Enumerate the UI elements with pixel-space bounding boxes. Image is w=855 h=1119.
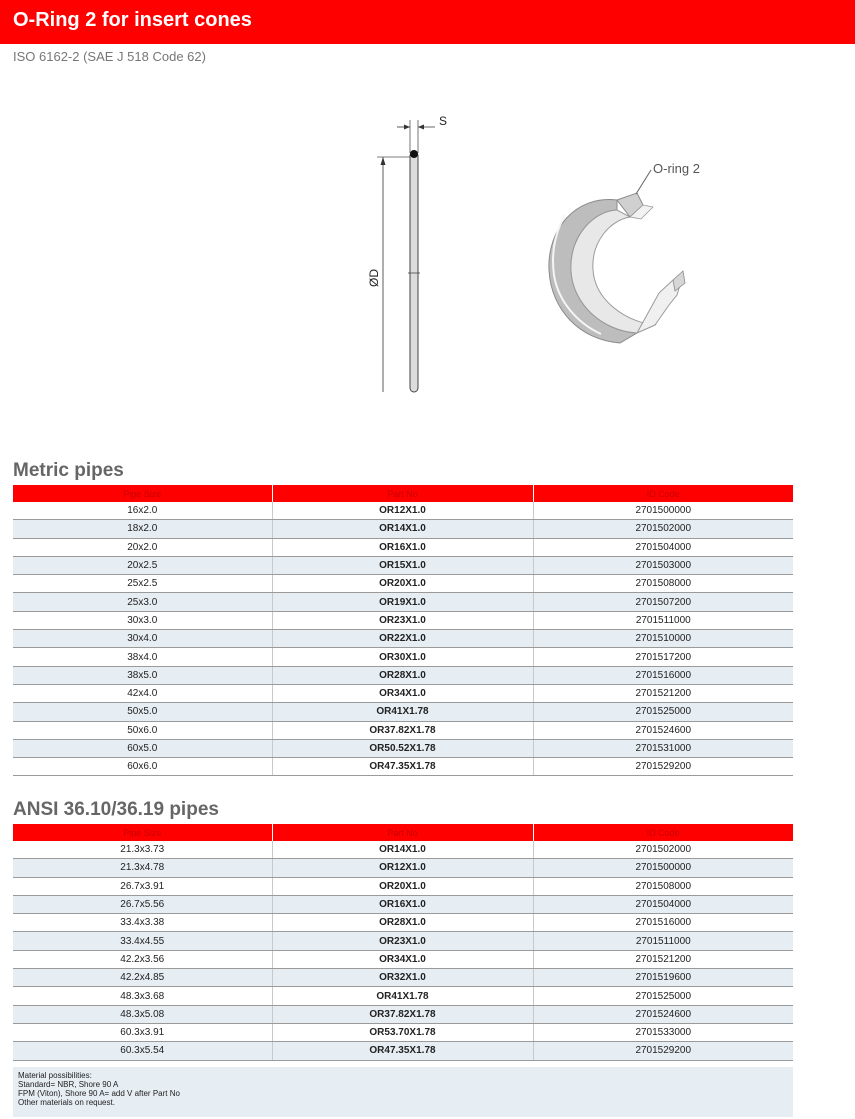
cell-id-code: 2701500000 xyxy=(533,859,793,877)
cell-id-code: 2701502000 xyxy=(533,841,793,859)
cell-id-code: 2701504000 xyxy=(533,538,793,556)
cell-part-no: OR22X1.0 xyxy=(272,630,533,648)
table-row xyxy=(13,520,793,538)
col-pipe-size: Pipe Size xyxy=(13,824,272,841)
cell-part-no: OR47.35X1.78 xyxy=(272,1042,533,1060)
cell-part-no: OR20X1.0 xyxy=(272,877,533,895)
cell-id-code: 2701525000 xyxy=(533,987,793,1005)
cell-pipe-size: 26.7x3.91 xyxy=(13,877,272,895)
table-row xyxy=(13,987,793,1005)
cell-pipe-size: 20x2.5 xyxy=(13,556,272,574)
cell-id-code: 2701517200 xyxy=(533,648,793,666)
cell-pipe-size: 38x4.0 xyxy=(13,648,272,666)
cell-part-no: OR37.82X1.78 xyxy=(272,1005,533,1023)
cell-part-no: OR53.70X1.78 xyxy=(272,1023,533,1041)
cell-id-code: 2701508000 xyxy=(533,575,793,593)
title-bar xyxy=(0,0,855,44)
cell-part-no: OR12X1.0 xyxy=(272,859,533,877)
cell-pipe-size: 26.7x5.56 xyxy=(13,895,272,913)
table-row xyxy=(13,575,793,593)
cell-pipe-size: 60x5.0 xyxy=(13,739,272,757)
table-row xyxy=(13,877,793,895)
table-row xyxy=(13,841,793,859)
table-row xyxy=(13,648,793,666)
cell-pipe-size: 42.2x4.85 xyxy=(13,969,272,987)
cell-part-no: OR47.35X1.78 xyxy=(272,758,533,776)
cell-id-code: 2701507200 xyxy=(533,593,793,611)
note-line: Material possibilities: xyxy=(18,1071,92,1080)
table-row xyxy=(13,611,793,629)
cell-pipe-size: 25x2.5 xyxy=(13,575,272,593)
cell-part-no: OR23X1.0 xyxy=(272,932,533,950)
cell-part-no: OR19X1.0 xyxy=(272,593,533,611)
table-row xyxy=(13,538,793,556)
cell-id-code: 2701511000 xyxy=(533,932,793,950)
note-line: Other materials on request. xyxy=(18,1098,115,1107)
cell-id-code: 2701524600 xyxy=(533,1005,793,1023)
cell-part-no: OR23X1.0 xyxy=(272,611,533,629)
cell-pipe-size: 42.2x3.56 xyxy=(13,950,272,968)
cell-part-no: OR41X1.78 xyxy=(272,703,533,721)
table-row xyxy=(13,502,793,520)
cell-id-code: 2701521200 xyxy=(533,684,793,702)
col-part-no: Part No xyxy=(272,824,533,841)
cell-id-code: 2701516000 xyxy=(533,666,793,684)
page-title: O-Ring 2 for insert cones xyxy=(13,9,252,31)
table-row xyxy=(13,721,793,739)
note-line: Standard= NBR, Shore 90 A xyxy=(18,1080,119,1089)
cell-pipe-size: 50x5.0 xyxy=(13,703,272,721)
col-id-code: ID Code xyxy=(533,824,793,841)
cell-part-no: OR16X1.0 xyxy=(272,538,533,556)
table-row xyxy=(13,859,793,877)
table-row xyxy=(13,914,793,932)
cell-part-no: OR14X1.0 xyxy=(272,520,533,538)
oring-drawing xyxy=(355,105,755,405)
cell-part-no: OR50.52X1.78 xyxy=(272,739,533,757)
ansi-section-title: ANSI 36.10/36.19 pipes xyxy=(13,799,219,820)
cell-part-no: OR34X1.0 xyxy=(272,950,533,968)
cell-part-no: OR30X1.0 xyxy=(272,648,533,666)
cell-part-no: OR32X1.0 xyxy=(272,969,533,987)
cell-id-code: 2701516000 xyxy=(533,914,793,932)
table-row xyxy=(13,1005,793,1023)
table-row xyxy=(13,1042,793,1060)
cell-pipe-size: 16x2.0 xyxy=(13,502,272,520)
table-row xyxy=(13,969,793,987)
cell-id-code: 2701524600 xyxy=(533,721,793,739)
cell-id-code: 2701508000 xyxy=(533,877,793,895)
cell-pipe-size: 48.3x3.68 xyxy=(13,987,272,1005)
cell-pipe-size: 18x2.0 xyxy=(13,520,272,538)
table-row xyxy=(13,666,793,684)
table-row xyxy=(13,932,793,950)
dim-d-label: ØD xyxy=(367,269,381,287)
cell-pipe-size: 60x6.0 xyxy=(13,758,272,776)
ansi-table xyxy=(13,824,793,1061)
table-row xyxy=(13,556,793,574)
cell-pipe-size: 21.3x3.73 xyxy=(13,841,272,859)
cell-id-code: 2701521200 xyxy=(533,950,793,968)
cell-pipe-size: 21.3x4.78 xyxy=(13,859,272,877)
metric-section-title: Metric pipes xyxy=(13,460,124,481)
table-header-row xyxy=(13,485,793,502)
table-row xyxy=(13,758,793,776)
note-line: FPM (Viton), Shore 90 A= add V after Part No xyxy=(18,1089,180,1098)
cell-part-no: OR34X1.0 xyxy=(272,684,533,702)
table-row xyxy=(13,739,793,757)
cell-pipe-size: 50x6.0 xyxy=(13,721,272,739)
cell-pipe-size: 25x3.0 xyxy=(13,593,272,611)
cell-id-code: 2701511000 xyxy=(533,611,793,629)
cell-part-no: OR12X1.0 xyxy=(272,502,533,520)
cell-id-code: 2701525000 xyxy=(533,703,793,721)
cell-id-code: 2701510000 xyxy=(533,630,793,648)
dim-s-label: S xyxy=(439,114,448,128)
cell-part-no: OR14X1.0 xyxy=(272,841,533,859)
table-row xyxy=(13,1023,793,1041)
page-subtitle: ISO 6162-2 (SAE J 518 Code 62) xyxy=(13,49,206,64)
cell-part-no: OR37.82X1.78 xyxy=(272,721,533,739)
col-part-no: Part No xyxy=(272,485,533,502)
cell-id-code: 2701504000 xyxy=(533,895,793,913)
cell-pipe-size: 30x4.0 xyxy=(13,630,272,648)
cell-pipe-size: 42x4.0 xyxy=(13,684,272,702)
metric-table xyxy=(13,485,793,776)
cell-id-code: 2701503000 xyxy=(533,556,793,574)
cell-id-code: 2701529200 xyxy=(533,758,793,776)
table-row xyxy=(13,895,793,913)
cell-pipe-size: 30x3.0 xyxy=(13,611,272,629)
cell-id-code: 2701519600 xyxy=(533,969,793,987)
cell-part-no: OR15X1.0 xyxy=(272,556,533,574)
cell-id-code: 2701500000 xyxy=(533,502,793,520)
table-header-row xyxy=(13,824,793,841)
cell-part-no: OR16X1.0 xyxy=(272,895,533,913)
table-row xyxy=(13,630,793,648)
cell-pipe-size: 33.4x4.55 xyxy=(13,932,272,950)
cell-part-no: OR41X1.78 xyxy=(272,987,533,1005)
cell-pipe-size: 60.3x3.91 xyxy=(13,1023,272,1041)
cell-pipe-size: 60.3x5.54 xyxy=(13,1042,272,1060)
cell-pipe-size: 20x2.0 xyxy=(13,538,272,556)
col-id-code: ID Code xyxy=(533,485,793,502)
table-row xyxy=(13,593,793,611)
material-notes xyxy=(13,1067,793,1117)
cell-part-no: OR20X1.0 xyxy=(272,575,533,593)
col-pipe-size: Pipe Size xyxy=(13,485,272,502)
cell-id-code: 2701502000 xyxy=(533,520,793,538)
insert-cone-3d xyxy=(549,170,685,343)
cell-part-no: OR28X1.0 xyxy=(272,666,533,684)
cell-pipe-size: 33.4x3.38 xyxy=(13,914,272,932)
cell-part-no: OR28X1.0 xyxy=(272,914,533,932)
table-row xyxy=(13,950,793,968)
cell-pipe-size: 48.3x5.08 xyxy=(13,1005,272,1023)
cell-id-code: 2701529200 xyxy=(533,1042,793,1060)
table-row xyxy=(13,684,793,702)
cell-id-code: 2701531000 xyxy=(533,739,793,757)
cell-id-code: 2701533000 xyxy=(533,1023,793,1041)
cell-pipe-size: 38x5.0 xyxy=(13,666,272,684)
oring-callout-label: O-ring 2 xyxy=(653,161,700,176)
table-row xyxy=(13,703,793,721)
